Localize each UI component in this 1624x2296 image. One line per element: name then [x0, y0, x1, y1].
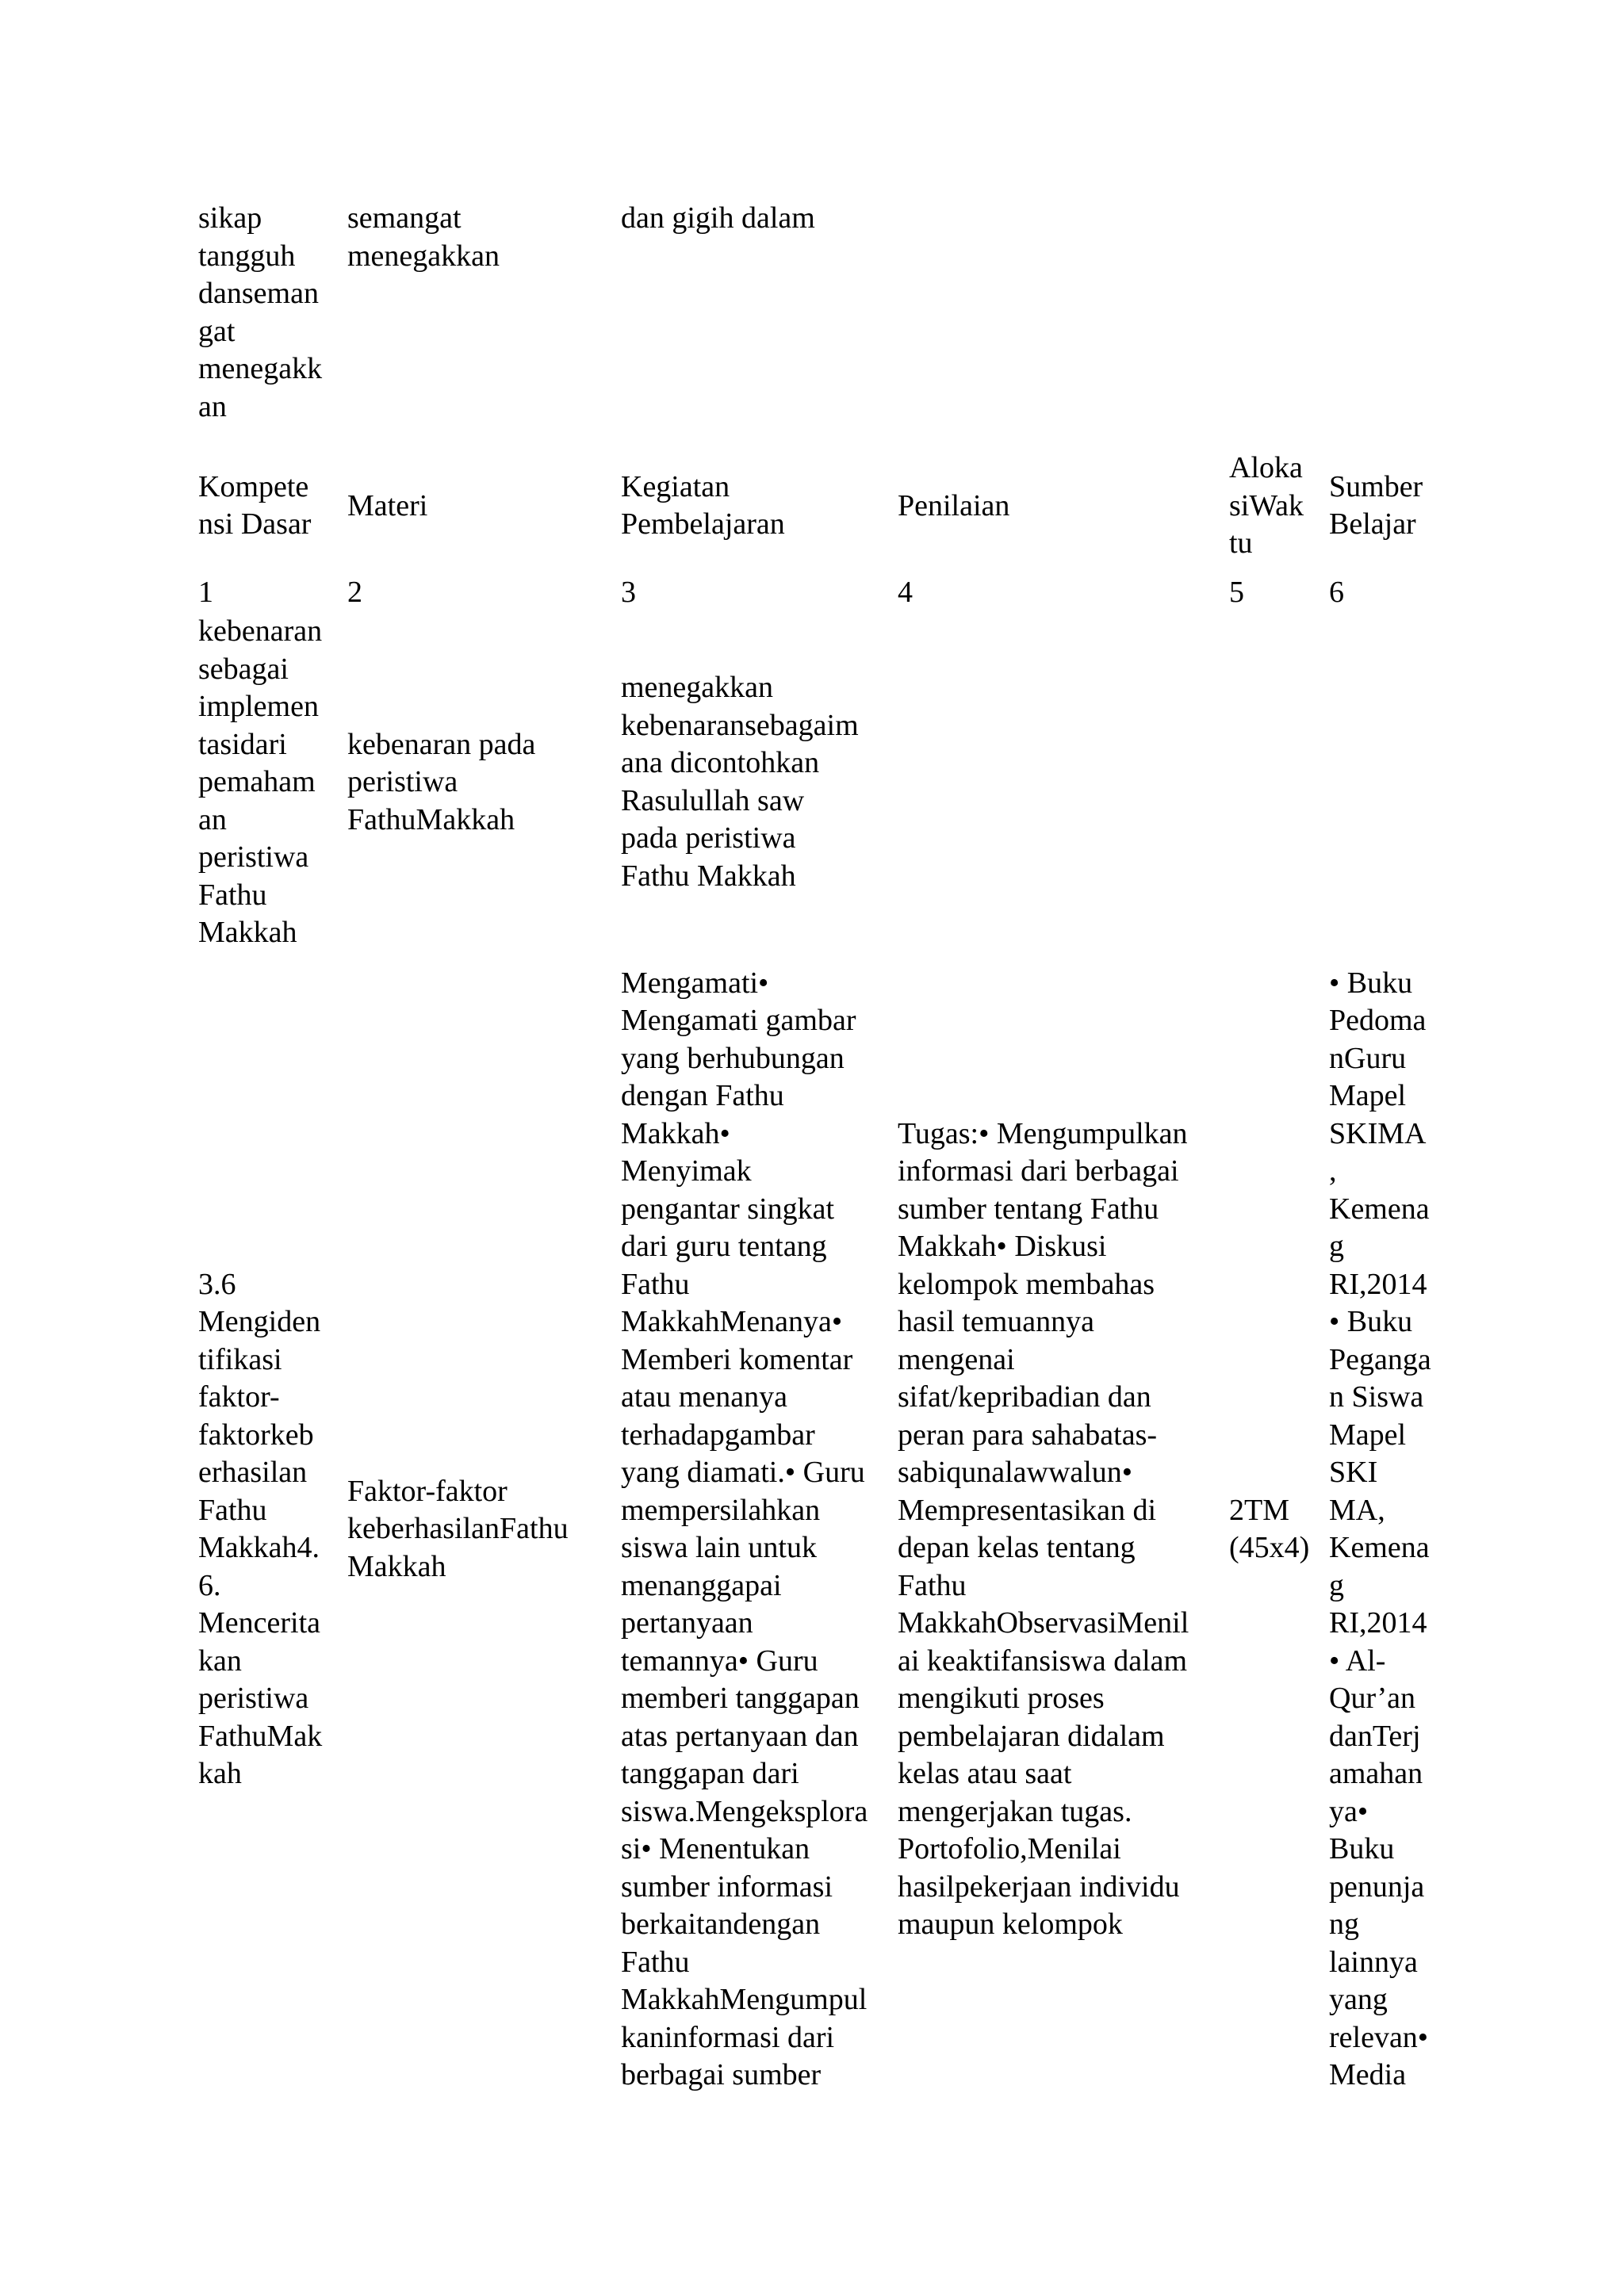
cell-learning-source	[1324, 613, 1446, 960]
column-number: 1	[198, 575, 213, 609]
column-number: 6	[1329, 575, 1344, 609]
column-number: 3	[621, 575, 636, 609]
table-row-continued	[193, 200, 1446, 450]
cell-learning-source	[1324, 200, 1446, 450]
header-time-allocation: Aloka siWak tu	[1229, 451, 1304, 560]
cell-material: semangat menegakkan	[347, 201, 500, 273]
cell-learning-activity: dan gigih dalam	[621, 201, 815, 235]
column-number: 2	[347, 575, 362, 609]
column-number-row	[193, 574, 1446, 614]
cell-material: Faktor-faktor keberhasilanFathu Makkah	[347, 1474, 569, 1583]
cell-learning-activity: menegakkan kebenaransebagaim ana dicontohkan Rasulullah saw pada peristiwa Fathu Makkah	[621, 671, 859, 893]
header-material: Materi	[347, 488, 428, 522]
header-learning-activity: Kegiatan Pembelajaran	[621, 469, 785, 541]
header-learning-source: Sumber Belajar	[1329, 469, 1423, 541]
cell-time-allocation	[1224, 200, 1324, 450]
cell-time-allocation: 2TM (45x4)	[1229, 1493, 1310, 1564]
cell-learning-source: • Buku Pedoma nGuru Mapel SKIMA , Kemena g RI,2014 • Buku Peganga n Siswa Mapel SKI MA, Kemena g RI,2014 • Al- Qur’an danTerj amahan ya• Buku penunja ng lainnya yang relevan• Media	[1329, 966, 1431, 2091]
cell-competency: kebenaran sebagai implemen tasidari pemaham an peristiwa Fathu Makkah	[198, 614, 323, 949]
cell-material: kebenaran pada peristiwa FathuMakkah	[347, 727, 536, 836]
cell-learning-activity: Mengamati• Mengamati gambar yang berhubungan dengan Fathu Makkah• Menyimak pengantar singkat dari guru tentang Fathu MakkahMenanya• Memberi komentar atau menanya terhadapgambar yang diamati.• Guru mempersilahkan siswa lain untuk menanggapai pertanyaan temannya• Guru memberi tanggapan atas pertanyaan dan tanggapan dari siswa.Mengeksplora si• Menentukan sumber informasi berkaitandengan Fathu MakkahMengumpul kaninformasi dari berbagai sumber	[621, 966, 868, 2091]
table-header-row	[193, 450, 1446, 574]
cell-assessment: Tugas:• Mengumpulkan informasi dari berbagai sumber tentang Fathu Makkah• Diskusi kelompok membahas hasil temuannya mengenai sifat/kepribadian dan peran para sahabatas- sabiqunalawwalun• Mempresentasikan di depan kelas tentang Fathu MakkahObservasiMenil ai keaktifansiswa dalam mengikuti proses pembelajaran didalam kelas atau saat mengerjakan tugas. Portofolio,Menilai hasilpekerjaan individu maupun kelompok	[898, 1116, 1189, 1941]
table-row-kebenaran	[193, 613, 1446, 960]
header-assessment: Penilaian	[898, 488, 1010, 522]
column-number: 5	[1229, 575, 1244, 609]
cell-time-allocation	[1224, 613, 1324, 960]
header-competency: Kompete nsi Dasar	[198, 469, 312, 541]
cell-competency: sikap tangguh danseman gat menegakk an	[198, 201, 323, 423]
cell-competency: 3.6 Mengiden tifikasi faktor- faktorkeb erhasilan Fathu Makkah4. 6. Mencerita kan peristiwa FathuMak kah	[198, 1267, 323, 1790]
table-row-faktor	[193, 960, 1446, 2095]
column-number: 4	[898, 575, 913, 609]
lesson-plan-table	[193, 200, 1446, 2095]
cell-assessment	[893, 200, 1224, 450]
cell-assessment	[893, 613, 1224, 960]
